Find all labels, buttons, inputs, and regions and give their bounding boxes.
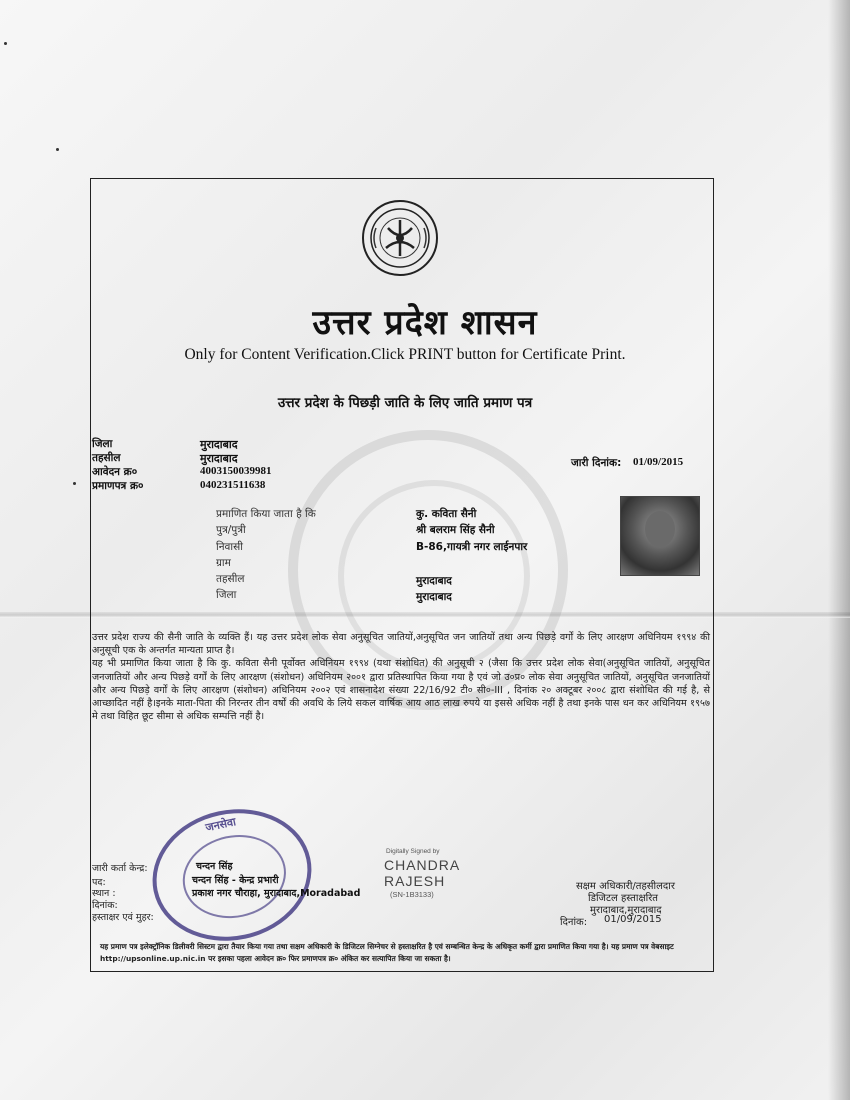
application-number-value: 4003150039981 xyxy=(200,465,272,477)
signer-serial: (SN-1B3133) xyxy=(390,890,434,899)
body-paragraph-1: उत्तर प्रदेश राज्य की सैनी जाति के व्यक्ति हैं। यह उत्तर प्रदेश लोक सेवा अनुसूचित जातियों,अनुसूचित जन जातियों तथा अन्य पिछड़े वर्गों के लिए आरक्षण अधिनियम १९९४ की अनुसूची एक के अन्तर्गत मान्यता प्राप्त है। xyxy=(92,632,710,657)
scan-speck xyxy=(56,148,59,151)
place-label: स्थान : xyxy=(92,888,116,899)
issue-date-value: 01/09/2015 xyxy=(633,456,684,468)
certificate-number-label: प्रमाणपत्र क्र० xyxy=(92,480,144,492)
post-label: पद: xyxy=(92,877,106,888)
signer-name-line2: RAJESH xyxy=(384,873,446,889)
scan-speck xyxy=(4,42,7,45)
village-label: ग्राम xyxy=(216,557,231,569)
certificate-heading: उत्तर प्रदेश के पिछड़ी जाति के लिए जाति प्रमाण पत्र xyxy=(277,395,533,411)
scan-speck xyxy=(73,482,76,485)
certificate-number-value: 040231511638 xyxy=(200,479,266,491)
district-label: जिला xyxy=(92,438,113,450)
scan-edge-shadow xyxy=(828,0,850,1100)
details-tehsil-label: तहसील xyxy=(216,573,245,585)
verification-footer-note: यह प्रमाण पत्र इलेक्ट्रॉनिक डिलीवरी सिस्टम द्वारा तैयार किया गया तथा सक्षम अधिकारी के डिजिटल सिग्नेचर से हस्ताक्षरित है एवं सम्बन्धित केन्द्र के अधिकृत कर्मी द्वारा प्रमाणित किया गया है। यह प्रमाण पत्र वेबसाइट http://upsonline.up.nic.in पर इसका पहला आवेदन क्र० फिर प्रमाणपत्र क्र० अंकित कर सत्यापित किया जा सकता है। xyxy=(100,942,674,963)
seal-text: जनसेवा xyxy=(204,815,237,835)
body-paragraph-2: यह भी प्रमाणित किया जाता है कि कु. कविता सैनी पूर्वोक्त अधिनियम १९९४ (यथा संशोधित) की अनुसूची २ (जैसा कि उत्तर प्रदेश लोक सेवा(अनुसूचित जातियों, अनुसूचित जनजातियों और अन्य पिछड़े वर्गों के लिए आरक्षण (संशोधन) अधिनियम २००१ द्वारा प्रतिस्थापित किया गया है एवं जो उ०प्र० लोक सेवा अनुसूचित जातियों, अनुसूचित जनजातियों और अन्य पिछड़े वर्गों के लिए आरक्षण (संशोधन) अधिनियम २००२ एवं शासनादेश संख्या 22/16/92 टी० सी०-III , दिनांक २० अक्टूबर २००८ द्वारा संशोधित की गई है, से आच्छादित नहीं है।इनके माता-पिता की निरन्तर तीन वर्षों की अवधि के लिये सकल वार्षिक आय आठ लाख रुपये या इससे अधिक नहीं है तथा इनके पास धन कर अधिनियम १९५७ मे तथा विहित छूट सीमा से अधिक सम्पत्ति नहीं है। xyxy=(92,658,710,723)
verification-note: Only for Content Verification.Click PRINT button for Certificate Print. xyxy=(184,346,626,363)
father-name: श्री बलराम सिंह सैनी xyxy=(416,524,495,536)
issue-date-label: जारी दिनांक: xyxy=(571,457,622,469)
footer-date-label: दिनांक: xyxy=(92,900,118,911)
district-value: मुरादाबाद xyxy=(200,439,238,451)
details-tehsil-value: मुरादाबाद xyxy=(416,575,452,587)
digital-sign-label: Digitally Signed by xyxy=(386,848,440,855)
issuing-center-label: जारी कर्ता केन्द्र: xyxy=(92,863,148,874)
resident-address: B-86,गायत्री नगर लाईनपार xyxy=(416,541,528,553)
up-government-emblem-icon xyxy=(360,198,440,278)
certificate-body xyxy=(92,631,710,723)
applicant-photo xyxy=(620,496,700,576)
page-title: उत्तर प्रदेश शासन xyxy=(312,303,538,343)
signature-label: हस्ताक्षर एवं मुहर: xyxy=(92,912,154,923)
authority-place: मुरादाबाद,मुरादाबाद xyxy=(590,905,662,916)
authority-title: सक्षम अधिकारी/तहसीलदार xyxy=(576,881,675,892)
authority-date-label: दिनांक: xyxy=(560,917,588,928)
details-district-label: जिला xyxy=(216,589,237,601)
applicant-name: कु. कविता सैनी xyxy=(416,508,477,520)
post-value: चन्दन सिंह - केन्द्र प्रभारी xyxy=(192,875,279,886)
place-value: प्रकाश नगर चौराहा, मुरादाबाद,Moradabad xyxy=(192,888,361,899)
certified-label: प्रमाणित किया जाता है कि xyxy=(216,508,316,520)
child-of-label: पुत्र/पुत्री xyxy=(216,524,246,536)
resident-label: निवासी xyxy=(216,541,243,553)
issuing-center-value: चन्दन सिंह xyxy=(196,861,233,872)
tehsil-label: तहसील xyxy=(92,452,121,464)
authority-digital-sign: डिजिटल हस्ताक्षरित xyxy=(588,893,658,904)
application-number-label: आवेदन क्र० xyxy=(92,466,138,478)
authority-date-value: 01/09/2015 xyxy=(604,914,662,925)
details-district-value: मुरादाबाद xyxy=(416,591,452,603)
tehsil-value: मुरादाबाद xyxy=(200,453,238,465)
signer-name-line1: CHANDRA xyxy=(384,857,461,873)
